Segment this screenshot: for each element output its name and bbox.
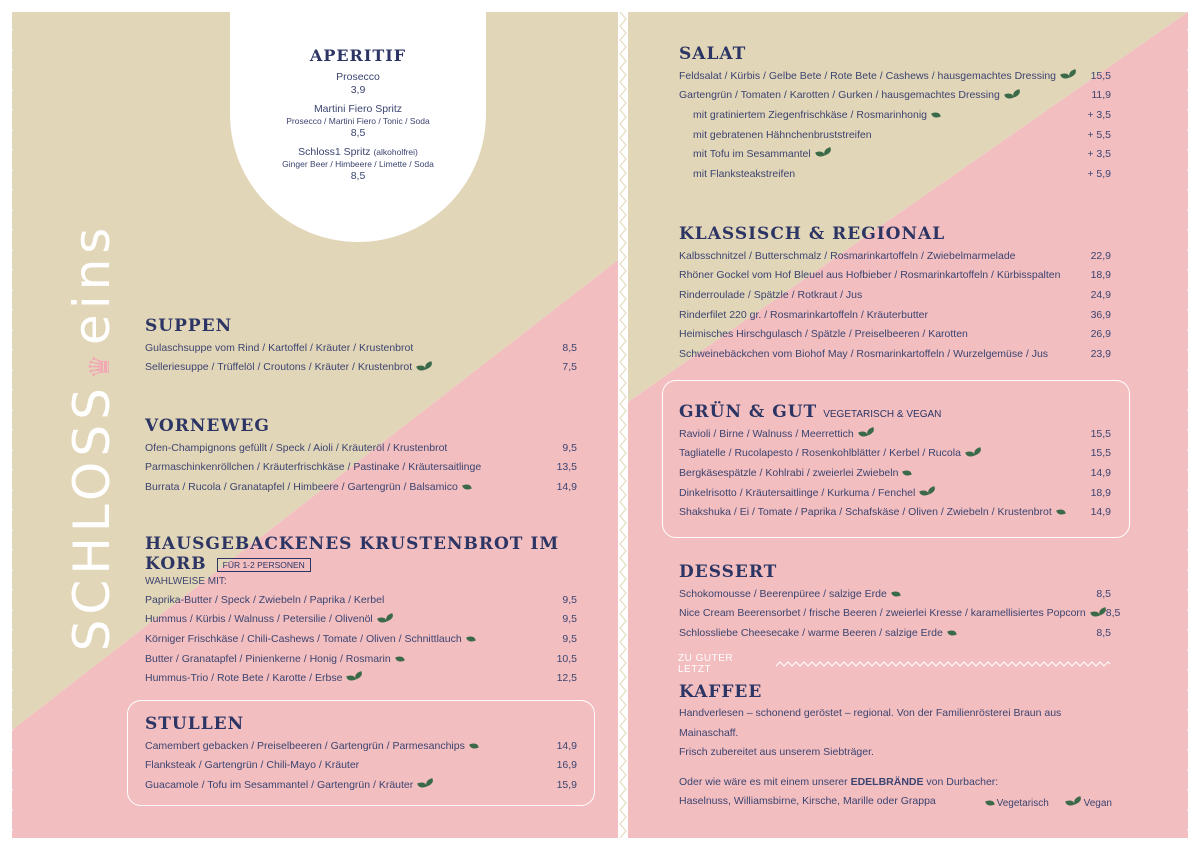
menu-item-name xyxy=(679,607,1106,619)
double-leaf-icon xyxy=(417,781,427,789)
menu-item-name xyxy=(145,481,471,493)
menu-item-price: 9,5 xyxy=(562,632,577,645)
menu-item-price: 16,9 xyxy=(556,759,577,772)
menu-item-price: 18,9 xyxy=(1090,269,1111,282)
double-leaf-icon xyxy=(416,363,426,371)
menu-item-name xyxy=(679,309,928,321)
menu-item xyxy=(679,266,1111,286)
menu-item-price: 15,9 xyxy=(556,778,577,791)
dessert-list xyxy=(679,584,1121,643)
menu-item-name-text: Rinderroulade / Spätzle / Rotkraut / Jus xyxy=(679,288,863,301)
menu-item-name xyxy=(145,613,393,625)
menu-item-name-text: Gartengrün / Tomaten / Karotten / Gurken / hausgemachtes Dressing xyxy=(679,89,1000,102)
menu-item-name xyxy=(679,89,1020,101)
menu-item-name xyxy=(679,109,940,121)
kaffee-title: KAFFEE xyxy=(679,682,763,702)
menu-item xyxy=(145,438,577,458)
menu-item-name xyxy=(145,759,359,771)
krustenbrot-section xyxy=(145,534,577,688)
menu-item xyxy=(679,623,1111,643)
menu-item-price: 12,5 xyxy=(556,672,577,685)
menu-item-name xyxy=(679,506,1065,518)
menu-item-name-text: Burrata / Rucola / Granatapfel / Himbeere / Gartengrün / Balsamico xyxy=(145,480,458,493)
menu-item-name xyxy=(679,627,956,639)
menu-item-name-text: Ofen-Champignons gefüllt / Speck / Aioli / Kräuteröl / Krustenbrot xyxy=(145,441,448,454)
menu-item-price: 18,9 xyxy=(1090,486,1111,499)
leaf-icon xyxy=(891,590,901,598)
salat-title: SALAT xyxy=(679,44,747,64)
leaf-icon xyxy=(462,483,472,491)
double-leaf-icon xyxy=(920,489,930,497)
dessert-section xyxy=(679,562,1121,643)
menu-item-price: 8,5 xyxy=(1096,626,1111,639)
menu-item-price: 7,5 xyxy=(562,361,577,374)
menu-item-price: 9,5 xyxy=(562,593,577,606)
menu-item-name-text: Guacamole / Tofu im Sesammantel / Gartengrün / Kräuter xyxy=(145,778,414,791)
aperitif-item-desc: Prosecco / Martini Fiero / Tonic / Soda xyxy=(286,116,430,126)
edelbraende-label: EDELBRÄNDE xyxy=(850,775,924,788)
aperitif-title: APERITIF xyxy=(309,46,407,65)
gruen-title xyxy=(679,402,1111,422)
menu-item-name-text: Körniger Frischkäse / Chili-Cashews / Tomate / Oliven / Schnittlauch xyxy=(145,632,462,645)
leaf-icon xyxy=(903,469,913,477)
menu-item-price: 15,5 xyxy=(1090,447,1111,460)
aperitif-item-name: Prosecco xyxy=(336,71,380,83)
leaf-icon xyxy=(985,799,995,807)
menu-item-name-text: mit gratiniertem Ziegenfrischkäse / Rosmarinhonig xyxy=(693,108,928,121)
krustenbrot-title xyxy=(145,534,577,574)
menu-item-price: 9,5 xyxy=(562,441,577,454)
menu-item xyxy=(679,105,1111,125)
kaffee-section xyxy=(679,682,1119,812)
menu-item-price: 24,9 xyxy=(1090,288,1111,301)
menu-item-name xyxy=(679,129,872,141)
brand-text-left: SCHLOSS xyxy=(63,383,121,652)
menu-item-name-text: Rinderfilet 220 gr. / Rosmarinkartoffeln / Kräuterbutter xyxy=(679,308,929,321)
menu-item-price: 10,5 xyxy=(556,652,577,665)
menu-item-price: 14,9 xyxy=(556,480,577,493)
legend-vegan xyxy=(1061,798,1112,809)
menu-item-name-text: Feldsalat / Kürbis / Gelbe Bete / Rote Bete / Cashews / hausgemachtes Dressing xyxy=(679,69,1057,82)
leaf-icon xyxy=(395,655,405,663)
menu-item xyxy=(679,285,1111,305)
menu-item-price: 15,5 xyxy=(1090,69,1111,82)
menu-item-name xyxy=(145,653,404,665)
right-edge-zigzag xyxy=(1186,0,1200,850)
menu-item-price: 9,5 xyxy=(562,613,577,626)
menu-item-name xyxy=(145,442,447,454)
salat-section xyxy=(679,44,1111,184)
gruen-list xyxy=(679,424,1111,522)
legend-vegan-label: Vegan xyxy=(1083,798,1112,809)
menu-item-price: 26,9 xyxy=(1090,328,1111,341)
menu-item-name xyxy=(679,428,874,440)
menu-item xyxy=(679,125,1111,145)
brand-text-right: eins xyxy=(63,222,121,346)
menu-item xyxy=(679,164,1111,184)
leaf-icon xyxy=(466,635,476,643)
menu-item-name xyxy=(679,70,1076,82)
double-leaf-icon xyxy=(965,449,975,457)
menu-item-name xyxy=(145,342,413,354)
aperitif-item-price: 8,5 xyxy=(350,127,366,139)
kaffee-line-3-pre: Oder wie wäre es mit einem unserer xyxy=(679,775,851,788)
brand-logo xyxy=(63,223,121,652)
menu-item xyxy=(679,463,1111,483)
menu-item-price: 15,5 xyxy=(1090,427,1111,440)
leaf-icon xyxy=(1056,508,1066,516)
aperitif-item-price: 3,9 xyxy=(350,84,366,96)
menu-item-name xyxy=(679,348,1048,360)
menu-item xyxy=(145,477,577,497)
menu-item-name-text: Kalbsschnitzel / Butterschmalz / Rosmarinkartoffeln / Zwiebelmarmelade xyxy=(679,249,1016,262)
stullen-title: STULLEN xyxy=(145,714,245,734)
menu-item-name xyxy=(145,779,433,791)
suppen-section xyxy=(145,316,577,377)
menu-item-name xyxy=(679,588,900,600)
menu-item xyxy=(679,305,1111,325)
menu-item-name-text: Dinkelrisotto / Kräutersaitlinge / Kurkuma / Fenchel xyxy=(679,486,916,499)
menu-item-name xyxy=(679,269,1061,281)
aperitif-item-price: 8,5 xyxy=(350,170,366,182)
menu-item xyxy=(679,86,1111,106)
menu-item-price: 8,5 xyxy=(562,341,577,354)
menu-item-name xyxy=(145,461,481,473)
menu-item xyxy=(145,775,577,795)
menu-item xyxy=(145,668,577,688)
menu-item-price: 11,9 xyxy=(1091,89,1111,102)
zu-guter-letzt-label: ZU GUTER LETZT xyxy=(678,653,734,675)
menu-item xyxy=(679,66,1111,86)
menu-item-name xyxy=(679,447,981,459)
double-leaf-icon xyxy=(377,615,387,623)
menu-item-name-text: Schweinebäckchen vom Biohof May / Rosmarinkartoffeln / Wurzelgemüse / Jus xyxy=(679,347,1049,360)
persons-badge: FÜR 1-2 PERSONEN xyxy=(217,558,311,572)
menu-item-price: 14,9 xyxy=(1090,466,1111,479)
menu-item xyxy=(679,246,1111,266)
diet-legend xyxy=(981,798,1112,809)
menu-item-name-text: Heimisches Hirschgulasch / Spätzle / Preiselbeeren / Karotten xyxy=(679,328,968,341)
menu-item xyxy=(679,344,1111,364)
double-leaf-icon xyxy=(858,430,868,438)
menu-item xyxy=(145,358,577,378)
krustenbrot-title-text: HAUSGEBACKENES KRUSTENBROT IM KORB xyxy=(145,534,560,574)
menu-item-name-text: Parmaschinkenröllchen / Kräuterfrischkäse / Pastinake / Kräutersaitlinge xyxy=(145,461,482,474)
klassisch-section xyxy=(679,224,1111,364)
gruen-subtitle: VEGETARISCH & VEGAN xyxy=(823,409,942,420)
menu-item xyxy=(679,424,1111,444)
krustenbrot-list xyxy=(145,590,577,688)
menu-item xyxy=(679,584,1111,604)
menu-item xyxy=(679,324,1111,344)
leaf-icon xyxy=(469,742,479,750)
menu-item-price: + 5,5 xyxy=(1087,128,1111,141)
wave-line xyxy=(776,660,1110,668)
leaf-icon xyxy=(947,629,957,637)
menu-item-name xyxy=(679,289,862,301)
menu-item-name xyxy=(679,487,935,499)
menu-item-name-text: Hummus-Trio / Rote Bete / Karotte / Erbse xyxy=(145,672,343,685)
menu-item-price: 23,9 xyxy=(1090,347,1111,360)
kaffee-line-3 xyxy=(679,773,1119,793)
menu-item xyxy=(145,649,577,669)
double-leaf-icon xyxy=(1004,91,1014,99)
menu-item xyxy=(145,736,577,756)
kaffee-line-1: Handverlesen – schonend geröstet – regional. Von der Familienrösterei Braun aus Mainaschaff. xyxy=(679,707,1062,739)
menu-item xyxy=(145,756,577,776)
menu-item-name xyxy=(145,633,475,645)
gruen-title-text: GRÜN & GUT xyxy=(679,402,818,422)
krustenbrot-intro: WAHLWEISE MIT: xyxy=(145,576,227,587)
menu-item-price: 14,9 xyxy=(1090,506,1111,519)
vorneweg-list xyxy=(145,438,577,497)
menu-item xyxy=(145,590,577,610)
salat-list xyxy=(679,66,1111,184)
menu-item-name xyxy=(145,740,478,752)
klassisch-title: KLASSISCH & REGIONAL xyxy=(679,224,946,244)
aperitif-item-note: (alkoholfrei) xyxy=(373,147,418,157)
menu-item-name-text: Bergkäsespätzle / Kohlrabi / zweierlei Zwiebeln xyxy=(679,466,899,479)
menu-item xyxy=(145,338,577,358)
zu-guter-letzt-divider xyxy=(678,653,1110,675)
vorneweg-title: VORNEWEG xyxy=(145,416,270,436)
menu-item-price: + 5,9 xyxy=(1087,167,1111,180)
aperitif-item-name: Martini Fiero Spritz xyxy=(313,103,403,115)
kaffee-line-4: Haselnuss, Williamsbirne, Kirsche, Marille oder Grappa xyxy=(679,795,936,808)
menu-item-price: + 3,5 xyxy=(1087,148,1111,161)
menu-item-name-text: Shakshuka / Ei / Tomate / Paprika / Schafskäse / Oliven / Zwiebeln / Krustenbrot xyxy=(679,506,1052,519)
menu-item-price: 36,9 xyxy=(1090,308,1111,321)
menu-item-name-text: mit Flanksteakstreifen xyxy=(693,167,796,180)
double-leaf-icon xyxy=(1060,72,1070,80)
aperitif-item-name-text: Schloss1 Spritz xyxy=(298,146,371,158)
menu-item-price: 14,9 xyxy=(556,739,577,752)
gruen-section xyxy=(679,402,1111,522)
menu-item-price: 13,5 xyxy=(556,461,577,474)
menu-item-name-text: Butter / Granatapfel / Pinienkerne / Honig / Rosmarin xyxy=(145,652,391,665)
legend-vegetarian xyxy=(981,798,1049,809)
menu-item-name xyxy=(145,594,384,606)
menu-item-name-text: Hummus / Kürbis / Walnuss / Petersilie / Olivenöl xyxy=(145,613,373,626)
double-leaf-icon xyxy=(1065,799,1075,807)
double-leaf-icon xyxy=(347,674,357,682)
menu-item-name xyxy=(679,148,831,160)
menu-item-price: + 3,5 xyxy=(1087,108,1111,121)
menu-item-price: 22,9 xyxy=(1090,249,1111,262)
menu-item-price: 8,5 xyxy=(1096,587,1111,600)
menu-item-name-text: Schlossliebe Cheesecake / warme Beeren / salzige Erde xyxy=(679,626,943,639)
menu-item-name xyxy=(679,168,795,180)
menu-page-left xyxy=(12,12,618,838)
suppen-title: SUPPEN xyxy=(145,316,233,336)
menu-item-name-text: Flanksteak / Gartengrün / Chili-Mayo / Kräuter xyxy=(145,759,360,772)
leaf-icon xyxy=(931,111,941,119)
menu-item xyxy=(679,483,1111,503)
menu-item xyxy=(145,629,577,649)
menu-item-name-text: mit Tofu im Sesammantel xyxy=(693,148,811,161)
menu-item xyxy=(679,604,1121,624)
crown-icon: ♛ xyxy=(83,349,116,380)
legend-vegetarian-label: Vegetarisch xyxy=(996,798,1049,809)
menu-item-name-text: Gulaschsuppe vom Rind / Kartoffel / Kräuter / Krustenbrot xyxy=(145,341,414,354)
menu-item-price: 8,5 xyxy=(1105,607,1121,620)
menu-item-name-text: Nice Cream Beerensorbet / frische Beeren / zweierlei Kresse / karamellisiertes Popcorn xyxy=(679,607,1086,620)
vorneweg-section xyxy=(145,416,577,497)
stullen-section xyxy=(145,714,577,795)
kaffee-line-2: Frisch zubereitet aus unserem Siebträger. xyxy=(679,746,874,759)
aperitif-item-desc: Ginger Beer / Himbeere / Limette / Soda xyxy=(282,159,434,169)
left-edge-zigzag xyxy=(0,0,14,850)
aperitif-item-name xyxy=(230,146,486,159)
menu-item-name-text: Ravioli / Birne / Walnuss / Meerrettich xyxy=(679,427,854,440)
menu-item-name xyxy=(679,328,968,340)
double-leaf-icon xyxy=(1090,609,1100,617)
menu-item xyxy=(679,502,1111,522)
menu-item-name-text: Selleriesuppe / Trüffelöl / Croutons / Kräuter / Krustenbrot xyxy=(145,361,413,374)
menu-item xyxy=(145,458,577,478)
menu-item-name-text: Rhöner Gockel vom Hof Bleuel aus Hofbieber / Rosmarinkartoffeln / Kürbisspalten xyxy=(679,269,1061,282)
menu-item-name xyxy=(145,361,432,373)
menu-item-name xyxy=(679,250,1016,262)
menu-item-name-text: Schokomousse / Beerenpüree / salzige Erde xyxy=(679,587,887,600)
menu-item xyxy=(145,610,577,630)
menu-item-name-text: mit gebratenen Hähnchenbruststreifen xyxy=(693,128,872,141)
dessert-title: DESSERT xyxy=(679,562,778,582)
double-leaf-icon xyxy=(815,150,825,158)
menu-item xyxy=(679,144,1111,164)
stullen-list xyxy=(145,736,577,795)
menu-item xyxy=(679,444,1111,464)
menu-item-name-text: Paprika-Butter / Speck / Zwiebeln / Paprika / Kerbel xyxy=(145,593,385,606)
suppen-list xyxy=(145,338,577,377)
kaffee-line-3-post: von Durbacher: xyxy=(923,775,999,788)
menu-item-name-text: Tagliatelle / Rucolapesto / Rosenkohlblätter / Kerbel / Rucola xyxy=(679,447,961,460)
page-divider xyxy=(618,12,628,838)
menu-item-name-text: Camembert gebacken / Preiselbeeren / Gartengrün / Parmesanchips xyxy=(145,739,465,752)
menu-item-name xyxy=(145,672,362,684)
menu-item-name xyxy=(679,467,911,479)
klassisch-list xyxy=(679,246,1111,364)
menu-page-right xyxy=(628,12,1188,838)
